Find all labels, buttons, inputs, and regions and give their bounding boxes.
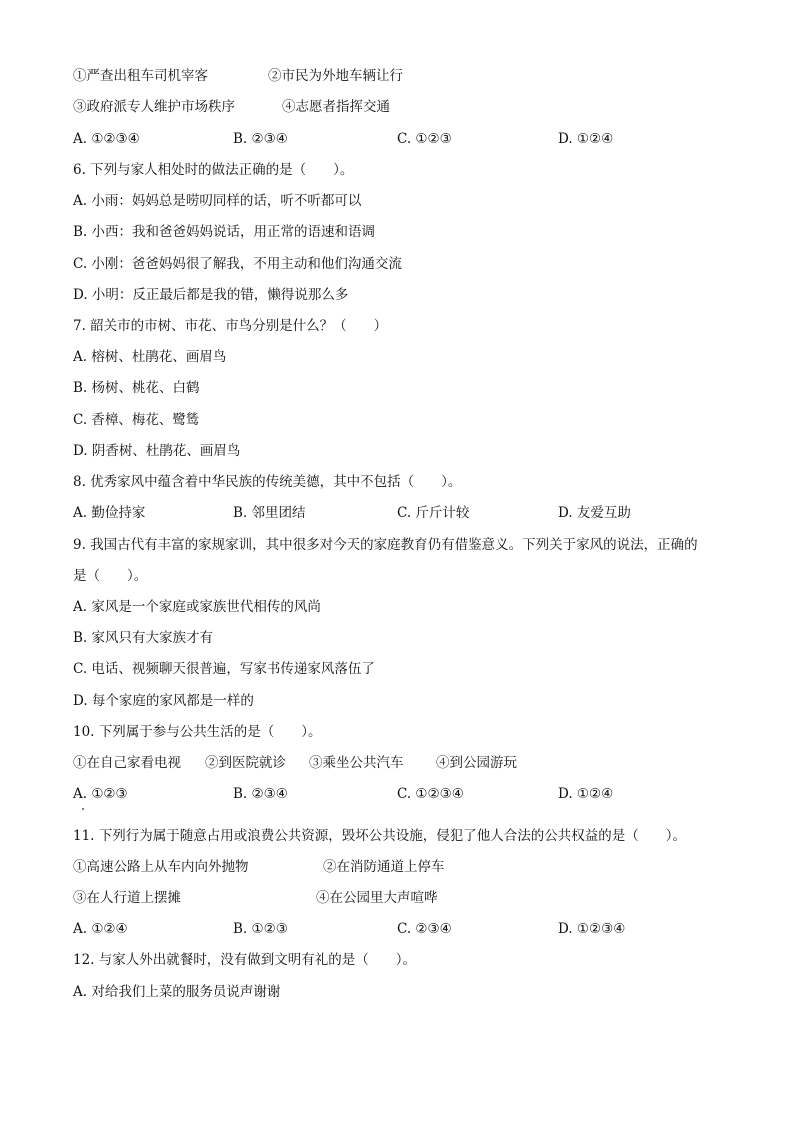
q5-option-3: ③政府派专人维护市场秩序 [73, 99, 235, 115]
q11-option-1: ①高速公路上从车内向外抛物 [73, 859, 249, 875]
q8-stem: 8. 优秀家风中蕴含着中华民族的传统美德，其中不包括（ ）。 [73, 474, 462, 490]
q8-answer-c: C. 斤斤计较 [397, 505, 470, 521]
q10-option-1: ①在自己家看电视 [73, 755, 181, 771]
q9-stem-line-2: 是（ ）。 [73, 568, 148, 584]
q5-option-1: ①严查出租车司机宰客 [73, 68, 208, 84]
q10-answer-a: A. ①②③ [73, 786, 128, 802]
q9-option-b: B. 家风只有大家族才有 [73, 630, 214, 646]
q6-option-d: D. 小明：反正最后都是我的错，懒得说那么多 [73, 287, 349, 303]
q6-option-b: B. 小西：我和爸爸妈妈说话，用正常的语速和语调 [73, 224, 376, 240]
q11-option-2: ②在消防通道上停车 [323, 859, 445, 875]
q10-stem: 10. 下列属于参与公共生活的是（ ）。 [73, 724, 322, 740]
q11-stem: 11. 下列行为属于随意占用或浪费公共资源，毁坏公共设施，侵犯了他人合法的公共权益的是（ ）。 [73, 828, 687, 844]
q5-answer-c: C. ①②③ [397, 131, 452, 147]
q8-answer-b: B. 邻里团结 [233, 505, 306, 521]
q9-option-c: C. 电话、视频聊天很普遍，写家书传递家风落伍了 [73, 661, 375, 677]
q11-answer-d: D. ①②③④ [558, 921, 626, 937]
q9-option-d: D. 每个家庭的家风都是一样的 [73, 693, 254, 709]
q5-answer-d: D. ①②④ [558, 131, 614, 147]
q10-option-2: ②到医院就诊 [205, 755, 286, 771]
q11-option-3: ③在人行道上摆摊 [73, 890, 181, 906]
q6-stem: 6. 下列与家人相处时的做法正确的是（ ）。 [73, 162, 354, 178]
q7-option-d: D. 阴香树、杜鹃花、画眉鸟 [73, 443, 241, 459]
q8-answer-a: A. 勤俭持家 [73, 505, 146, 521]
q10-option-3: ③乘坐公共汽车 [309, 755, 404, 771]
q11-answer-a: A. ①②④ [73, 921, 128, 937]
q5-answer-a: A. ①②③④ [73, 131, 140, 147]
q10-option-4: ④到公园游玩 [436, 755, 517, 771]
q6-option-a: A. 小雨：妈妈总是唠叨同样的话，听不听都可以 [73, 193, 362, 209]
q7-option-c: C. 香樟、梅花、鹭鸶 [73, 412, 200, 428]
q10-answer-b: B. ②③④ [233, 786, 288, 802]
q10-answer-d: D. ①②④ [558, 786, 614, 802]
q12-option-a: A. 对给我们上菜的服务员说声谢谢 [73, 984, 281, 1000]
q5-option-2: ②市民为外地车辆让行 [268, 68, 403, 84]
q7-option-a: A. 榕树、杜鹃花、画眉鸟 [73, 349, 227, 365]
q5-answer-b: B. ②③④ [233, 131, 288, 147]
stray-dot-mark [82, 808, 84, 810]
q11-option-4: ④在公园里大声喧哗 [316, 890, 438, 906]
q5-option-4: ④志愿者指挥交通 [282, 99, 390, 115]
q8-answer-d: D. 友爱互助 [558, 505, 631, 521]
q9-option-a: A. 家风是一个家庭或家族世代相传的风尚 [73, 599, 321, 615]
q11-answer-b: B. ①②③ [233, 921, 288, 937]
q9-stem-line-1: 9. 我国古代有丰富的家规家训，其中很多对今天的家庭教育仍有借鉴意义。下列关于家风的说法，正确的 [73, 537, 698, 553]
q7-option-b: B. 杨树、桃花、白鹤 [73, 380, 200, 396]
q6-option-c: C. 小刚：爸爸妈妈很了解我，不用主动和他们沟通交流 [73, 256, 402, 272]
q12-stem: 12. 与家人外出就餐时，没有做到文明有礼的是（ ）。 [73, 952, 417, 968]
q11-answer-c: C. ②③④ [397, 921, 452, 937]
q10-answer-c: C. ①②③④ [397, 786, 464, 802]
q7-stem: 7. 韶关市的市树、市花、市鸟分别是什么？（ ） [73, 318, 388, 334]
